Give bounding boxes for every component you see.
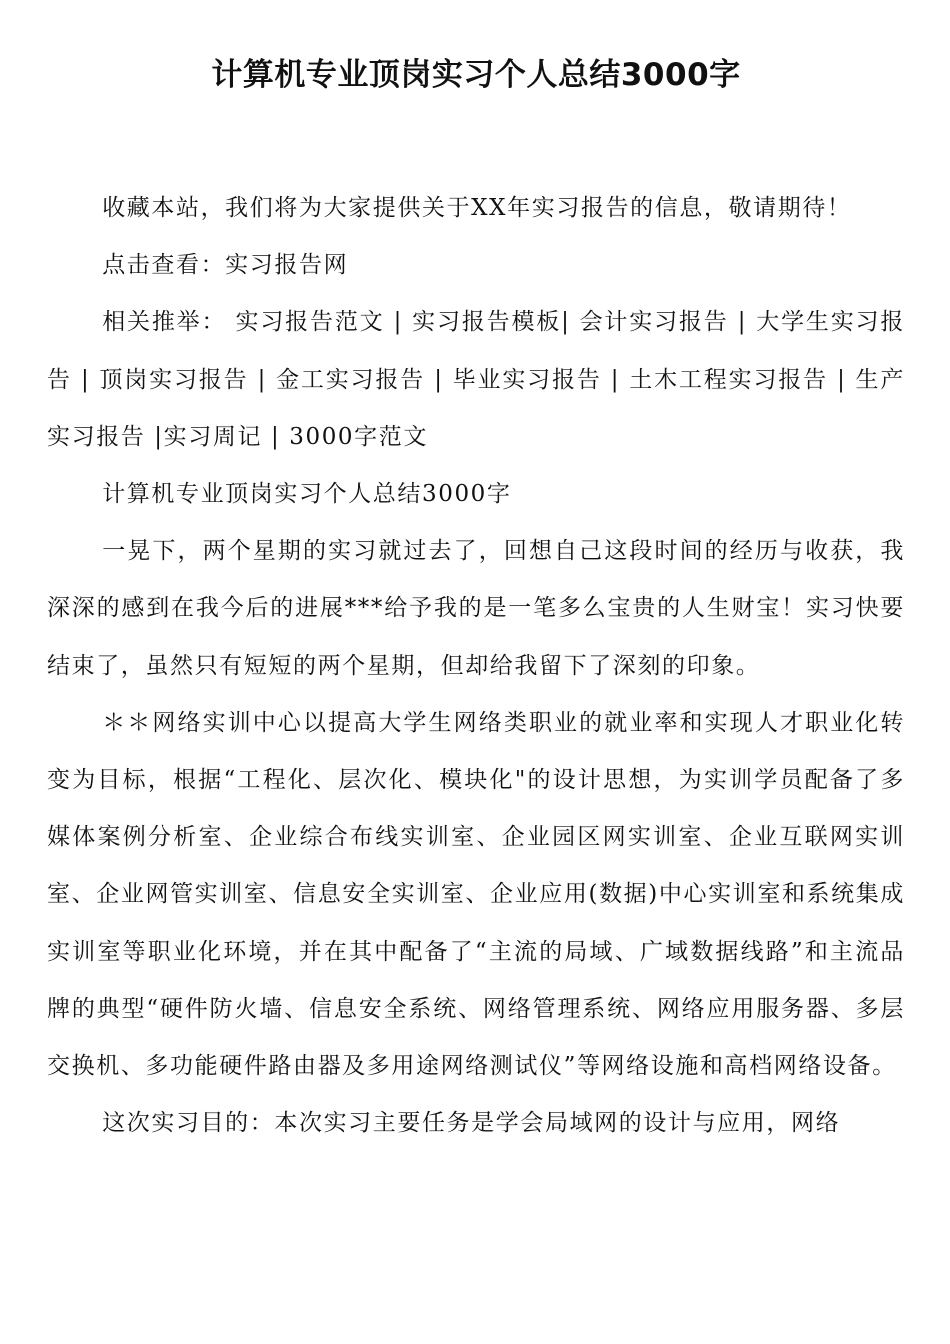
paragraph-link: 点击查看：实习报告网 [102, 252, 349, 279]
paragraph-body-3: 这次实习目的：本次实习主要任务是学会局域网的设计与应用，网络 [102, 1110, 841, 1137]
paragraph-body-1: 一晃下，两个星期的实习就过去了，回想自己这段时间的经历与收获，我深深的感到在我今后的进展***给予我的是一笔多么宝贵的人生财宝！实习快要结束了，虽然只有短短的两个星期，但却给我留下了深刻的印象。 [47, 538, 905, 679]
paragraph-subtitle: 计算机专业顶岗实习个人总结3000字 [102, 481, 512, 508]
document-title: 计算机专业顶岗实习个人总结3000字 [211, 57, 741, 93]
paragraph-intro: 收藏本站，我们将为大家提供关于XX年实习报告的信息，敬请期待！ [102, 195, 852, 221]
document-page [47, 52, 905, 1152]
paragraph-related: 相关推举： 实习报告范文 | 实习报告模板| 会计实习报告 | 大学生实习报告 | 顶岗实习报告 | 金工实习报告 | 毕业实习报告 | 土木工程实习报告 | 生产实习报告 |实习周记 | 3000字范文 [47, 309, 905, 450]
document-body [47, 180, 905, 1152]
paragraph-body-2: ＊＊网络实训中心以提高大学生网络类职业的就业率和实现人才职业化转变为目标，根据“工程化、层次化、模块化"的设计思想，为实训学员配备了多媒体案例分析室、企业综合布线实训室、企业园区网实训室、企业互联网实训室、企业网管实训室、信息安全实训室、企业应用(数据)中心实训室和系统集成实训室等职业化环境，并在其中配备了“主流的局域、广域数据线路”和主流品牌的典型“硬件防火墙、信息安全系统、网络管理系统、网络应用服务器、多层交换机、多功能硬件路由器及多用途网络测试仪”等网络设施和高档网络设备。 [47, 709, 905, 1080]
